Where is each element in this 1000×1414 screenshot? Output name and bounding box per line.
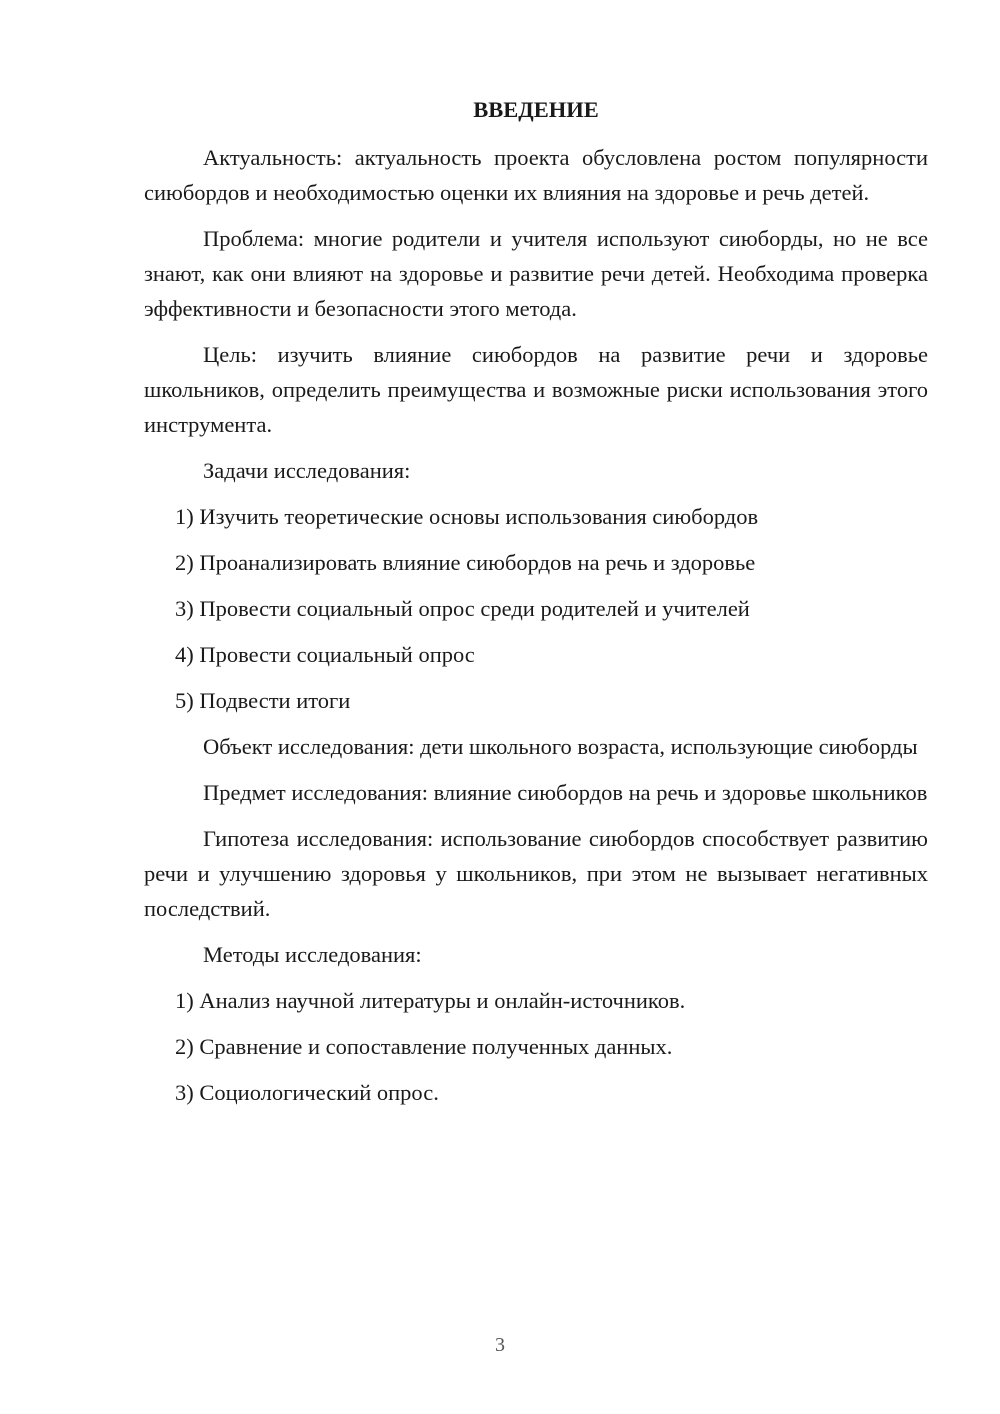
object-paragraph: Объект исследования: дети школьного возраста, использующие сиюборды	[203, 734, 918, 759]
list-item: 3) Социологический опрос.	[175, 1080, 439, 1105]
tasks-list	[144, 499, 928, 718]
problem-paragraph: Проблема: многие родители и учителя используют сиюборды, но не все знают, как они влияют на здоровье и развитие речи детей. Необходима проверка эффективности и безопасности этого метода.	[144, 226, 928, 321]
list-item: 5) Подвести итоги	[175, 688, 351, 713]
relevance-paragraph: Актуальность: актуальность проекта обусловлена ростом популярности сиюбордов и необходимостью оценки их влияния на здоровье и речь детей.	[144, 145, 928, 205]
section-title: ВВЕДЕНИЕ	[473, 97, 599, 122]
document-page	[144, 92, 928, 1121]
tasks-heading: Задачи исследования:	[203, 458, 411, 483]
subject-paragraph: Предмет исследования: влияние сиюбордов на речь и здоровье школьников	[203, 780, 928, 805]
list-item: 2) Проанализировать влияние сиюбордов на речь и здоровье	[175, 550, 756, 575]
goal-paragraph: Цель: изучить влияние сиюбордов на развитие речи и здоровье школьников, определить преимущества и возможные риски использования этого инструмента.	[144, 342, 928, 437]
methods-heading: Методы исследования:	[203, 942, 422, 967]
list-item: 2) Сравнение и сопоставление полученных данных.	[175, 1034, 673, 1059]
methods-list	[144, 983, 928, 1110]
list-item: 3) Провести социальный опрос среди родителей и учителей	[175, 596, 750, 621]
list-item: 1) Изучить теоретические основы использования сиюбордов	[175, 504, 759, 529]
page-number: 3	[495, 1334, 505, 1356]
list-item: 4) Провести социальный опрос	[175, 642, 475, 667]
hypothesis-paragraph: Гипотеза исследования: использование сиюбордов способствует развитию речи и улучшению здоровья у школьников, при этом не вызывает негативных последствий.	[144, 826, 928, 921]
list-item: 1) Анализ научной литературы и онлайн-источников.	[175, 988, 686, 1013]
